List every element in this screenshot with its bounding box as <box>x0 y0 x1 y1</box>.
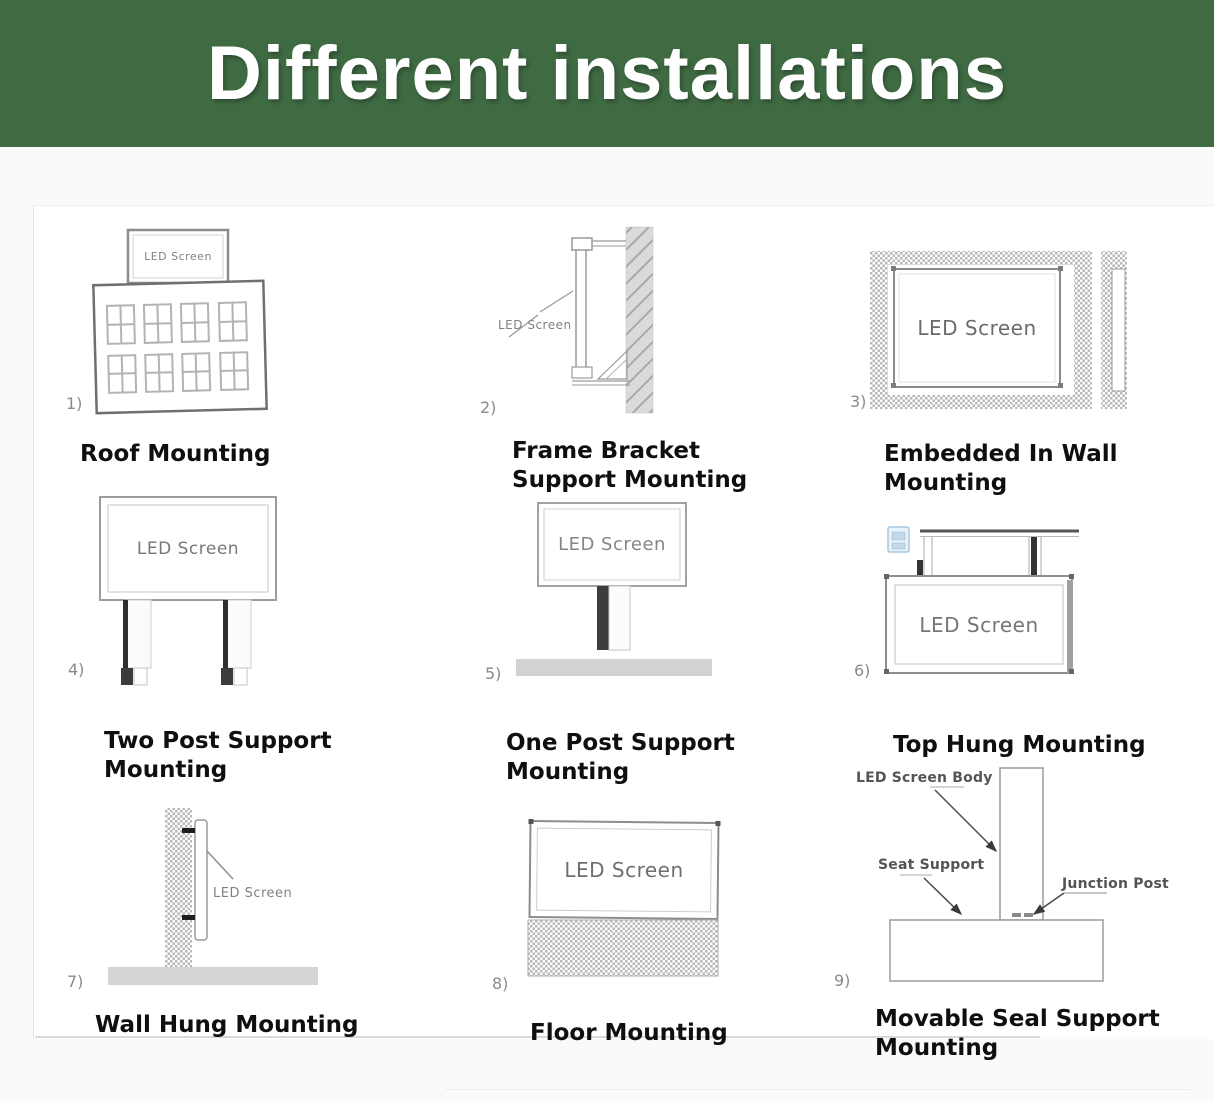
screen-slot-side-view <box>1112 269 1125 391</box>
caption-floor-mounting: Floor Mounting <box>530 1020 728 1046</box>
right-post-foot <box>221 668 233 685</box>
image-placeholder-icon <box>888 527 909 552</box>
led-screen-label: LED Screen <box>564 858 684 882</box>
led-screen-label: LED Screen <box>498 318 572 332</box>
bottom-bracket <box>572 367 592 378</box>
wall-hung-drawing <box>35 790 430 1038</box>
screen-body-rect <box>1000 768 1043 920</box>
diagram-number: 4) <box>68 660 85 679</box>
diagram-floor-mounting <box>430 790 820 1046</box>
diagram-wall-hung <box>35 790 430 1038</box>
diagram-top-hung <box>820 490 1214 790</box>
screen-side-view <box>576 249 586 371</box>
diagram-movable-seal <box>820 750 1214 1101</box>
caption-two-post: Two Post Support Mounting <box>104 728 332 783</box>
diagram-number: 3) <box>850 392 867 411</box>
pointer-line <box>207 851 233 879</box>
diagram-roof-mounting <box>35 207 430 490</box>
right-post <box>226 600 251 668</box>
left-post <box>126 600 151 668</box>
ground-bar <box>108 967 318 985</box>
screen-side-shade <box>1067 580 1073 673</box>
diagram-number: 6) <box>854 661 871 680</box>
diagram-one-post <box>430 490 820 790</box>
annotation-led-screen-body: LED Screen Body <box>856 770 993 786</box>
body-arrow <box>935 790 996 851</box>
diagram-embedded-wall <box>820 207 1214 496</box>
page-title: Different installations <box>207 31 1007 116</box>
annotation-junction-post: Junction Post <box>1062 876 1169 892</box>
base-pedestal <box>528 920 718 976</box>
post <box>609 586 630 650</box>
ground-bar <box>516 659 712 676</box>
upper-mount-tick <box>182 828 195 833</box>
led-screen-label: LED Screen <box>136 538 240 559</box>
caption-top-hung: Top Hung Mounting <box>893 732 1146 758</box>
seat-support-base <box>890 920 1103 981</box>
post-shadow <box>597 586 609 650</box>
led-screen-label: LED Screen <box>213 886 293 901</box>
led-screen-label: LED Screen <box>919 612 1039 637</box>
caption-frame-bracket: Frame Bracket Support Mounting <box>512 438 748 493</box>
diagram-frame-bracket <box>430 207 820 493</box>
caption-embedded-wall: Embedded In Wall Mounting <box>884 441 1118 496</box>
diagram-number: 1) <box>66 394 83 413</box>
led-screen-label: LED Screen <box>144 250 212 263</box>
led-screen-label: LED Screen <box>558 534 666 555</box>
diagram-number: 9) <box>834 971 851 990</box>
caption-movable-seal: Movable Seal Support Mounting <box>875 1006 1160 1061</box>
left-post-foot <box>121 668 133 685</box>
header-banner <box>0 0 1214 147</box>
caption-one-post: One Post Support Mounting <box>506 730 735 785</box>
diagram-number: 5) <box>485 664 502 683</box>
diagram-two-post <box>35 490 430 790</box>
seat-arrow <box>924 878 961 914</box>
caption-wall-hung: Wall Hung Mounting <box>95 1012 359 1038</box>
diagram-number: 2) <box>480 398 497 417</box>
lower-mount-tick <box>182 915 195 920</box>
building-outline <box>93 281 266 413</box>
led-screen-label: LED Screen <box>917 316 1037 340</box>
junction-mark <box>1012 913 1021 917</box>
top-bracket <box>572 238 592 250</box>
screen-side-view <box>195 820 207 940</box>
support-triangle <box>598 351 627 379</box>
wall-hatch <box>626 227 653 413</box>
diagram-number: 8) <box>492 974 509 993</box>
caption-roof-mounting: Roof Mounting <box>80 441 271 467</box>
diagram-number: 7) <box>67 972 84 991</box>
annotation-seat-support: Seat Support <box>878 857 985 873</box>
